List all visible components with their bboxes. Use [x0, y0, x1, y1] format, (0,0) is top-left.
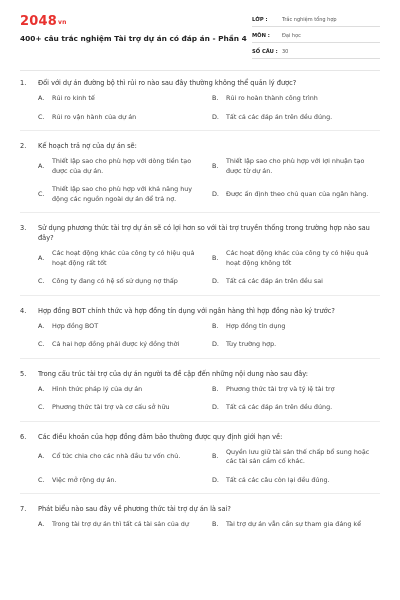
option-letter: A.: [38, 520, 45, 528]
meta-row-subject: [252, 30, 380, 43]
option-text: Hợp đồng tín dụng: [226, 321, 286, 330]
option-text: Cổ tức chia cho các nhà đầu tư vốn chủ.: [52, 452, 181, 461]
answer-option[interactable]: [212, 448, 380, 467]
answer-option[interactable]: [38, 157, 206, 176]
option-text: Tất cả các đáp án trên đều sai: [226, 277, 323, 285]
option-text: Phương thức tài trợ và tỷ lệ tài trợ: [226, 384, 335, 393]
option-letter: A.: [38, 452, 45, 461]
option-letter: C.: [38, 475, 45, 484]
answer-option[interactable]: [38, 340, 206, 350]
question-text: Phát biểu nào sau đây về phương thức tài trợ dự án là sai?: [38, 505, 231, 513]
option-letter: B.: [212, 94, 219, 102]
answer-option[interactable]: [212, 94, 380, 104]
option-letter: A.: [38, 161, 45, 170]
question-number: 4.: [20, 306, 27, 315]
answer-option[interactable]: [38, 385, 206, 395]
option-text: Phương thức tài trợ và cơ cấu sở hữu: [52, 403, 170, 411]
option-letter: A.: [38, 321, 45, 330]
answer-option[interactable]: [212, 277, 380, 287]
option-text: Được ấn định theo chủ quan của ngân hàng.: [226, 189, 369, 198]
option-grid: [38, 249, 380, 287]
answer-option[interactable]: [38, 322, 206, 332]
option-text: Thiết lập sao cho phù hợp với khả năng huy động các nguồn ngoài dự án để trả nợ.: [52, 185, 193, 203]
option-grid: [38, 322, 380, 350]
option-letter: D.: [212, 403, 219, 411]
meta-value: Đại học: [282, 33, 301, 39]
option-letter: B.: [212, 161, 219, 170]
answer-option[interactable]: [212, 403, 380, 413]
question-text-row: [20, 306, 380, 316]
option-text: Trong tài trợ dự án thì tất cả tài sản của dự: [52, 520, 189, 528]
meta-value: Trắc nghiệm tổng hợp: [282, 17, 337, 23]
question-text-row: [20, 141, 380, 151]
option-letter: C.: [38, 189, 45, 198]
answer-option[interactable]: [212, 476, 380, 486]
question-item: [20, 369, 380, 413]
question-text: Kế hoạch trả nợ của dự án sẽ:: [38, 142, 137, 150]
meta-label: MÔN :: [252, 33, 270, 39]
answer-option[interactable]: [38, 249, 206, 268]
option-text: Rủi ro hoàn thành công trình: [226, 94, 318, 102]
question-number: 1.: [20, 79, 27, 87]
answer-option[interactable]: [212, 185, 380, 204]
question-number: 3.: [20, 224, 27, 232]
logo-text: 2048: [20, 14, 57, 29]
answer-option[interactable]: [212, 385, 380, 395]
option-text: Rủi ro kinh tế: [52, 94, 95, 102]
option-letter: B.: [212, 321, 219, 330]
logo-suffix: vn: [57, 19, 67, 26]
answer-option[interactable]: [38, 94, 206, 104]
question-item: [20, 306, 380, 350]
question-text-row: [20, 78, 380, 88]
page-header: [0, 0, 400, 68]
option-grid: [38, 157, 380, 204]
question-text: Sử dụng phương thức tài trợ dự án sẽ có lợi hơn so với tài trợ truyền thống trong trường hợp nào sau đây?: [38, 224, 370, 242]
answer-option[interactable]: [212, 249, 380, 268]
option-letter: A.: [38, 384, 45, 393]
answer-option[interactable]: [38, 476, 206, 486]
option-letter: B.: [212, 253, 219, 262]
meta-value: 30: [282, 49, 289, 55]
option-letter: C.: [38, 403, 45, 411]
option-letter: B.: [212, 452, 219, 461]
page-title: 400+ câu trắc nghiệm Tài trợ dự án có đáp án - Phần 4: [20, 34, 247, 43]
question-number: 7.: [20, 505, 27, 513]
answer-option[interactable]: [38, 448, 206, 467]
question-text-row: [20, 504, 380, 514]
question-list: [20, 78, 380, 530]
option-letter: D.: [212, 277, 219, 285]
question-text: Trong cấu trúc tài trợ của dự án người ta đề cập đến những nội dung nào sau đây:: [38, 369, 308, 378]
question-text-row: [20, 432, 380, 442]
option-grid: [38, 520, 380, 530]
answer-option[interactable]: [38, 185, 206, 204]
question-number: 5.: [20, 369, 27, 378]
option-letter: A.: [38, 94, 45, 102]
question-number: 6.: [20, 432, 27, 441]
answer-option[interactable]: [212, 340, 380, 350]
site-logo[interactable]: [20, 14, 67, 29]
question-text: Hợp đồng BOT chính thức và hợp đồng tín dụng với ngân hàng thì hợp đồng nào ký trước?: [38, 306, 335, 315]
option-text: Tất cả các câu còn lại đều đúng.: [226, 475, 330, 484]
answer-option[interactable]: [38, 277, 206, 287]
meta-label: LỚP :: [252, 17, 268, 23]
option-text: Quyền lưu giữ tài sản thế chấp bổ sung hoặc các tài sản cầm cố khác.: [226, 447, 370, 465]
answer-option[interactable]: [212, 113, 380, 123]
option-letter: C.: [38, 112, 45, 121]
option-letter: D.: [212, 340, 219, 348]
question-item: [20, 78, 380, 122]
question-text: Các điều khoản của hợp đồng đảm bảo thường được quy định giới hạn về:: [38, 432, 283, 441]
option-text: Các hoạt động khác của công ty có hiệu quả hoạt động rất tốt: [52, 249, 195, 267]
option-text: Các hoạt động khác của công ty có hiệu quả hoạt động không tốt: [226, 249, 369, 267]
meta-row-count: [252, 46, 380, 59]
answer-option[interactable]: [212, 520, 380, 530]
option-letter: D.: [212, 189, 219, 198]
answer-option[interactable]: [212, 157, 380, 176]
option-grid: [38, 385, 380, 413]
question-item: [20, 223, 380, 287]
meta-row-class: [252, 14, 380, 27]
header-divider: [20, 70, 380, 71]
option-letter: B.: [212, 384, 219, 393]
option-text: Việc mở rộng dự án.: [52, 475, 117, 484]
answer-option[interactable]: [38, 403, 206, 413]
option-text: Thiết lập sao cho phù hợp với dòng tiền tạo được của dự án.: [52, 157, 192, 175]
meta-panel: [252, 14, 380, 62]
answer-option[interactable]: [38, 113, 206, 123]
question-item: [20, 141, 380, 204]
option-text: Rủi ro vận hành của dự án: [52, 112, 137, 121]
option-text: Hợp đồng BOT: [52, 321, 99, 330]
option-grid: [38, 448, 380, 486]
option-text: Tài trợ dự án vẫn cần sự tham gia đáng kể: [226, 520, 362, 528]
option-text: Hình thức pháp lý của dự án: [52, 384, 143, 393]
option-letter: D.: [212, 112, 219, 121]
question-item: [20, 504, 380, 530]
option-letter: B.: [212, 520, 219, 528]
question-text-row: [20, 223, 380, 243]
option-letter: C.: [38, 340, 45, 348]
option-grid: [38, 94, 380, 122]
option-text: Tùy trường hợp.: [226, 340, 277, 348]
option-text: Tất cả các đáp án trên đều đúng.: [226, 403, 333, 411]
option-letter: D.: [212, 475, 219, 484]
option-letter: C.: [38, 277, 45, 285]
question-text-row: [20, 369, 380, 379]
option-letter: A.: [38, 253, 45, 262]
question-item: [20, 432, 380, 486]
option-text: Thiết lập sao cho phù hợp với lợi nhuận tạo được từ dự án.: [226, 157, 365, 175]
answer-option[interactable]: [38, 520, 206, 530]
answer-option[interactable]: [212, 322, 380, 332]
question-text: Đối với dự án đường bộ thì rủi ro nào sau đây thường không thể quản lý được?: [38, 79, 297, 87]
meta-label: SỐ CÂU :: [252, 49, 278, 55]
question-number: 2.: [20, 142, 27, 150]
option-text: Công ty đang có hệ số sử dụng nợ thấp: [52, 277, 178, 285]
option-text: Tất cả các đáp án trên đều đúng.: [226, 112, 333, 121]
option-text: Cả hai hợp đồng phải được ký đồng thời: [52, 340, 180, 348]
